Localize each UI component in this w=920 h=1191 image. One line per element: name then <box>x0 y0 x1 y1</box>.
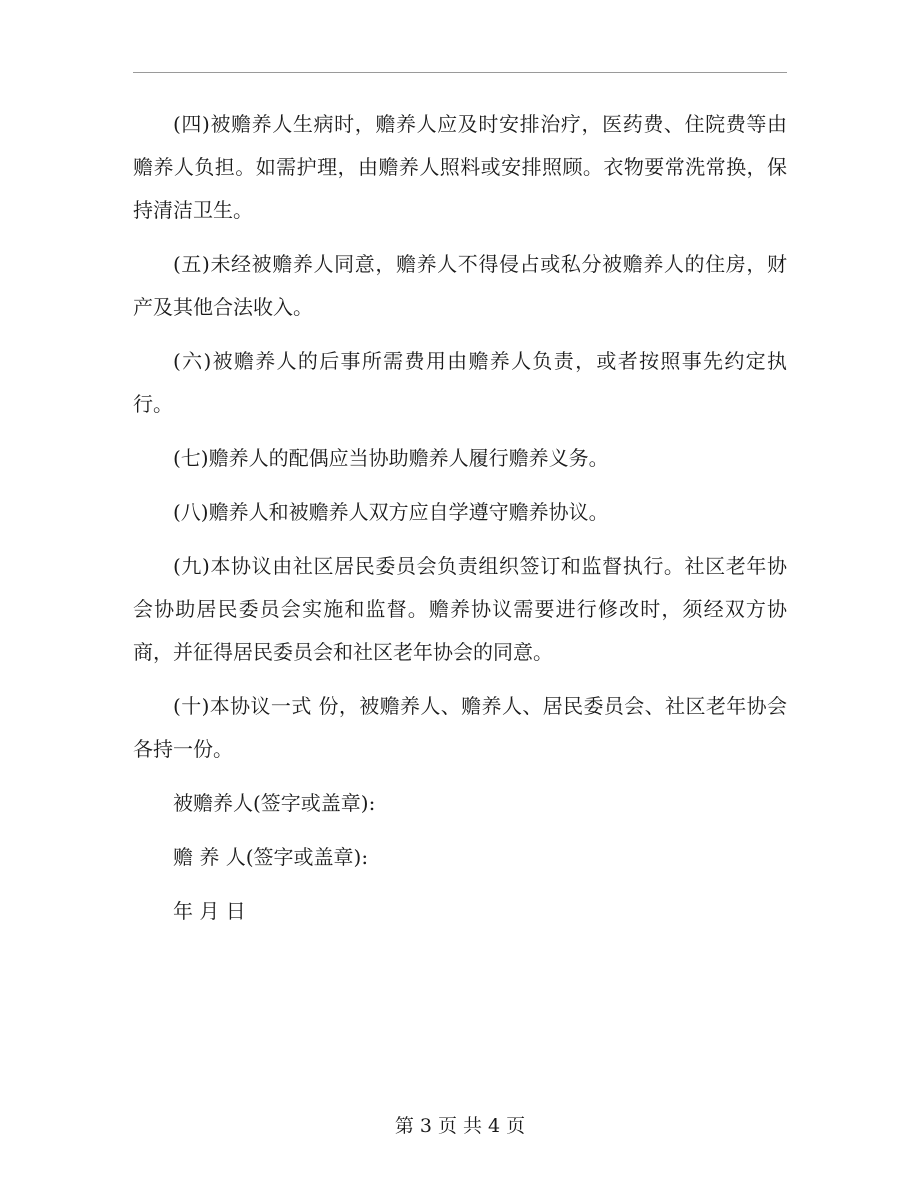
clause-7: (七)赡养人的配偶应当协助赡养人履行赡养义务。 <box>173 446 609 470</box>
clause-5: (五)未经被赡养人同意，赡养人不得侵占或私分被赡养人的住房，财产及其他合法收入。 <box>133 252 787 319</box>
document-body <box>133 103 787 944</box>
header-rule <box>133 72 787 73</box>
clause-6: (六)被赡养人的后事所需费用由赡养人负责，或者按照事先约定执行。 <box>133 349 787 416</box>
clause-10: (十)本协议一式 份，被赡养人、赡养人、居民委员会、社区老年协会各持一份。 <box>133 694 787 761</box>
date-line: 年 月 日 <box>173 899 246 923</box>
clause-4: (四)被赡养人生病时，赡养人应及时安排治疗，医药费、住院费等由赡养人负担。如需护理，由赡养人照料或安排照顾。衣物要常洗常换，保持清洁卫生。 <box>133 112 787 222</box>
page-number: 第 3 页 共 4 页 <box>394 1115 526 1137</box>
dependent-signature-line: 被赡养人(签字或盖章): <box>173 791 376 815</box>
clause-9: (九)本协议由社区居民委员会负责组织签订和监督执行。社区老年协会协助居民委员会实施和监督。赡养协议需要进行修改时，须经双方协商，并征得居民委员会和社区老年协会的同意。 <box>133 554 787 664</box>
clause-8: (八)赡养人和被赡养人双方应自学遵守赡养协议。 <box>173 500 609 524</box>
supporter-signature-line: 赡 养 人(签字或盖章): <box>173 845 369 869</box>
